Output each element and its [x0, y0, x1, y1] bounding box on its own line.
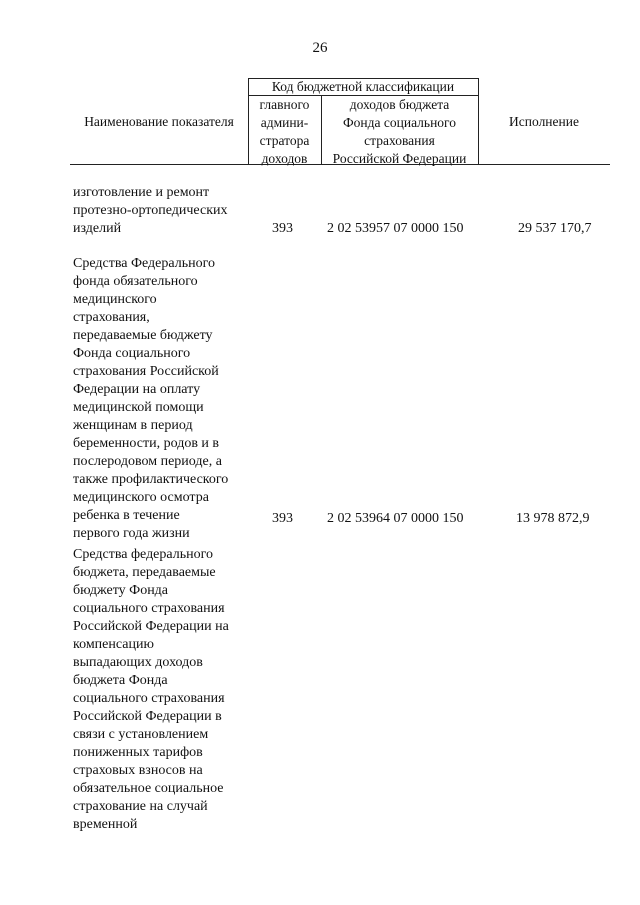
row-name: Средства федерального бюджета, передаваемые бюджету Фонда социального страхования Российской Федерации на компенсацию выпадающих доходов бюджета Фонда социального страхования Российской Федерации в связи с установлением пониженных тарифов страховых взносов на обязательное социальное страхование на случай временной [73, 547, 229, 832]
row-value: 29 537 170,7 [518, 221, 592, 236]
page-number: 26 [312, 40, 328, 56]
header-col-exec: Исполнение [509, 114, 579, 129]
row-name: изготовление и ремонт протезно-ортопедических изделий [73, 185, 228, 236]
header-col-name: Наименование показателя [84, 114, 234, 129]
row-income-code: 2 02 53964 07 0000 150 [327, 511, 464, 526]
row-value: 13 978 872,9 [516, 511, 590, 526]
row-income-code: 2 02 53957 07 0000 150 [327, 221, 464, 236]
row-name: Средства Федерального фонда обязательного медицинского страхования, передаваемые бюджету Фонда социального страхования Российской Федерации на оплату медицинской помощи женщинам в период беременности, родов и в послеродовом периоде, а также профилактического медицинского осмотра ребенка в течение первого года жизни [73, 256, 229, 541]
row-admin-code: 393 [272, 511, 293, 526]
header-col-admin: главного админи- стратора доходов [259, 97, 310, 166]
header-col-income: доходов бюджета Фонда социального страхования Российской Федерации [332, 97, 467, 166]
header-group-title: Код бюджетной классификации [271, 79, 455, 94]
row-admin-code: 393 [272, 221, 293, 236]
